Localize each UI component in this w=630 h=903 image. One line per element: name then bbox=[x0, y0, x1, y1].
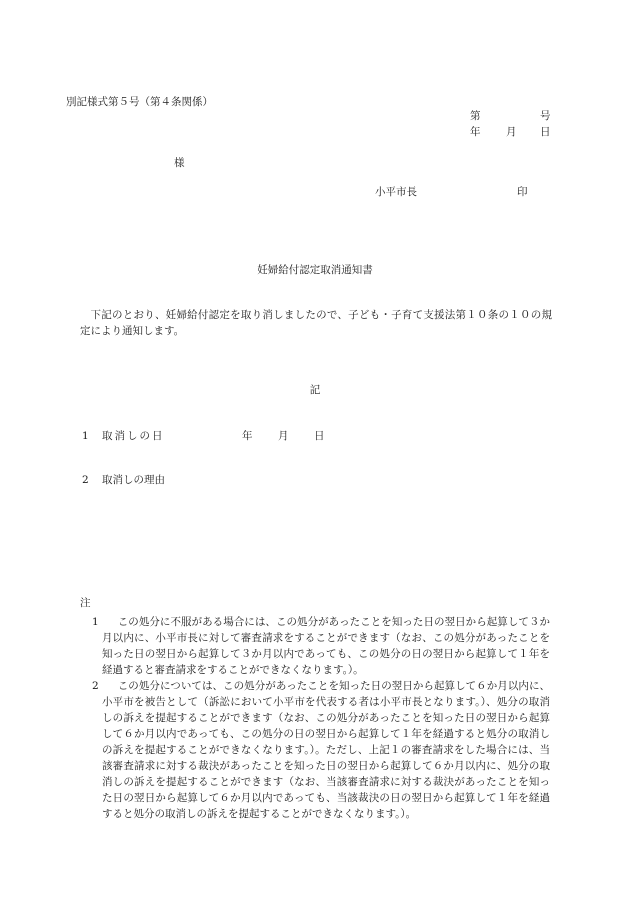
note-2-text: この処分については、この処分があったことを知った日の翌日から起算して６か月以内に、小平市を被告として（訴訟において小平市を代表する者は小平市長となります。）、処分の取消しの訴えを提起することができます（なお、この処分があったことを知った日の翌日から起算して６か月以内であっても、この処分の日の翌日から起算して１年を経過すると処分の取消しの訴えを提起することができなくなります。）。ただし、上記１の審査請求をした場合には、当該審査請求に対する裁決があったことを知った日の翌日から起算して６か月以内に、処分の取消しの訴えを提起することができます（なお、当該審査請求に対する裁決があったことを知った日の翌日から起算して６か月以内であっても、当該裁決の日の翌日から起算して１年を経過すると処分の取消しの訴えを提起することができなくなります。）。 bbox=[102, 680, 550, 820]
date-month: 月 bbox=[506, 126, 517, 138]
notes-list bbox=[80, 614, 550, 822]
record-marker: 記 bbox=[309, 384, 321, 396]
document-title: 妊婦給付認定取消通知書 bbox=[257, 264, 373, 276]
sender-title: 小平市長 bbox=[375, 186, 417, 198]
item-1-month: 月 bbox=[278, 430, 289, 442]
date-year: 年 bbox=[470, 126, 481, 138]
item-1-year: 年 bbox=[242, 430, 253, 442]
note-2 bbox=[80, 678, 550, 822]
item-1-number: 1 bbox=[82, 430, 89, 442]
note-1 bbox=[80, 614, 550, 678]
item-2-label: 取消しの理由 bbox=[102, 474, 165, 486]
document-number-prefix: 第 bbox=[470, 110, 481, 122]
seal-mark: 印 bbox=[517, 186, 528, 198]
note-2-number: 2 bbox=[92, 680, 99, 692]
date-day: 日 bbox=[540, 126, 551, 138]
body-text: 下記のとおり、妊婦給付認定を取り消しましたので、子ども・子育て支援法第１０条の１０の規定により通知します。 bbox=[80, 309, 552, 337]
note-1-number: 1 bbox=[92, 616, 99, 628]
addressee-honorific: 様 bbox=[174, 157, 185, 169]
form-label: 別記様式第５号（第４条関係） bbox=[66, 96, 213, 108]
item-1-label: 取消しの日 bbox=[102, 430, 165, 442]
note-1-text: この処分に不服がある場合には、この処分があったことを知った日の翌日から起算して３か月以内に、小平市長に対して審査請求をすることができます（なお、この処分があったことを知った日の翌日から起算して３か月以内であっても、この処分の日の翌日から起算して１年を経過すると審査請求をすることができなくなります。）。 bbox=[102, 616, 550, 676]
document-number-suffix: 号 bbox=[540, 110, 551, 122]
item-1-day: 日 bbox=[314, 430, 325, 442]
notes-header: 注 bbox=[80, 597, 91, 609]
item-2-number: 2 bbox=[82, 474, 89, 486]
